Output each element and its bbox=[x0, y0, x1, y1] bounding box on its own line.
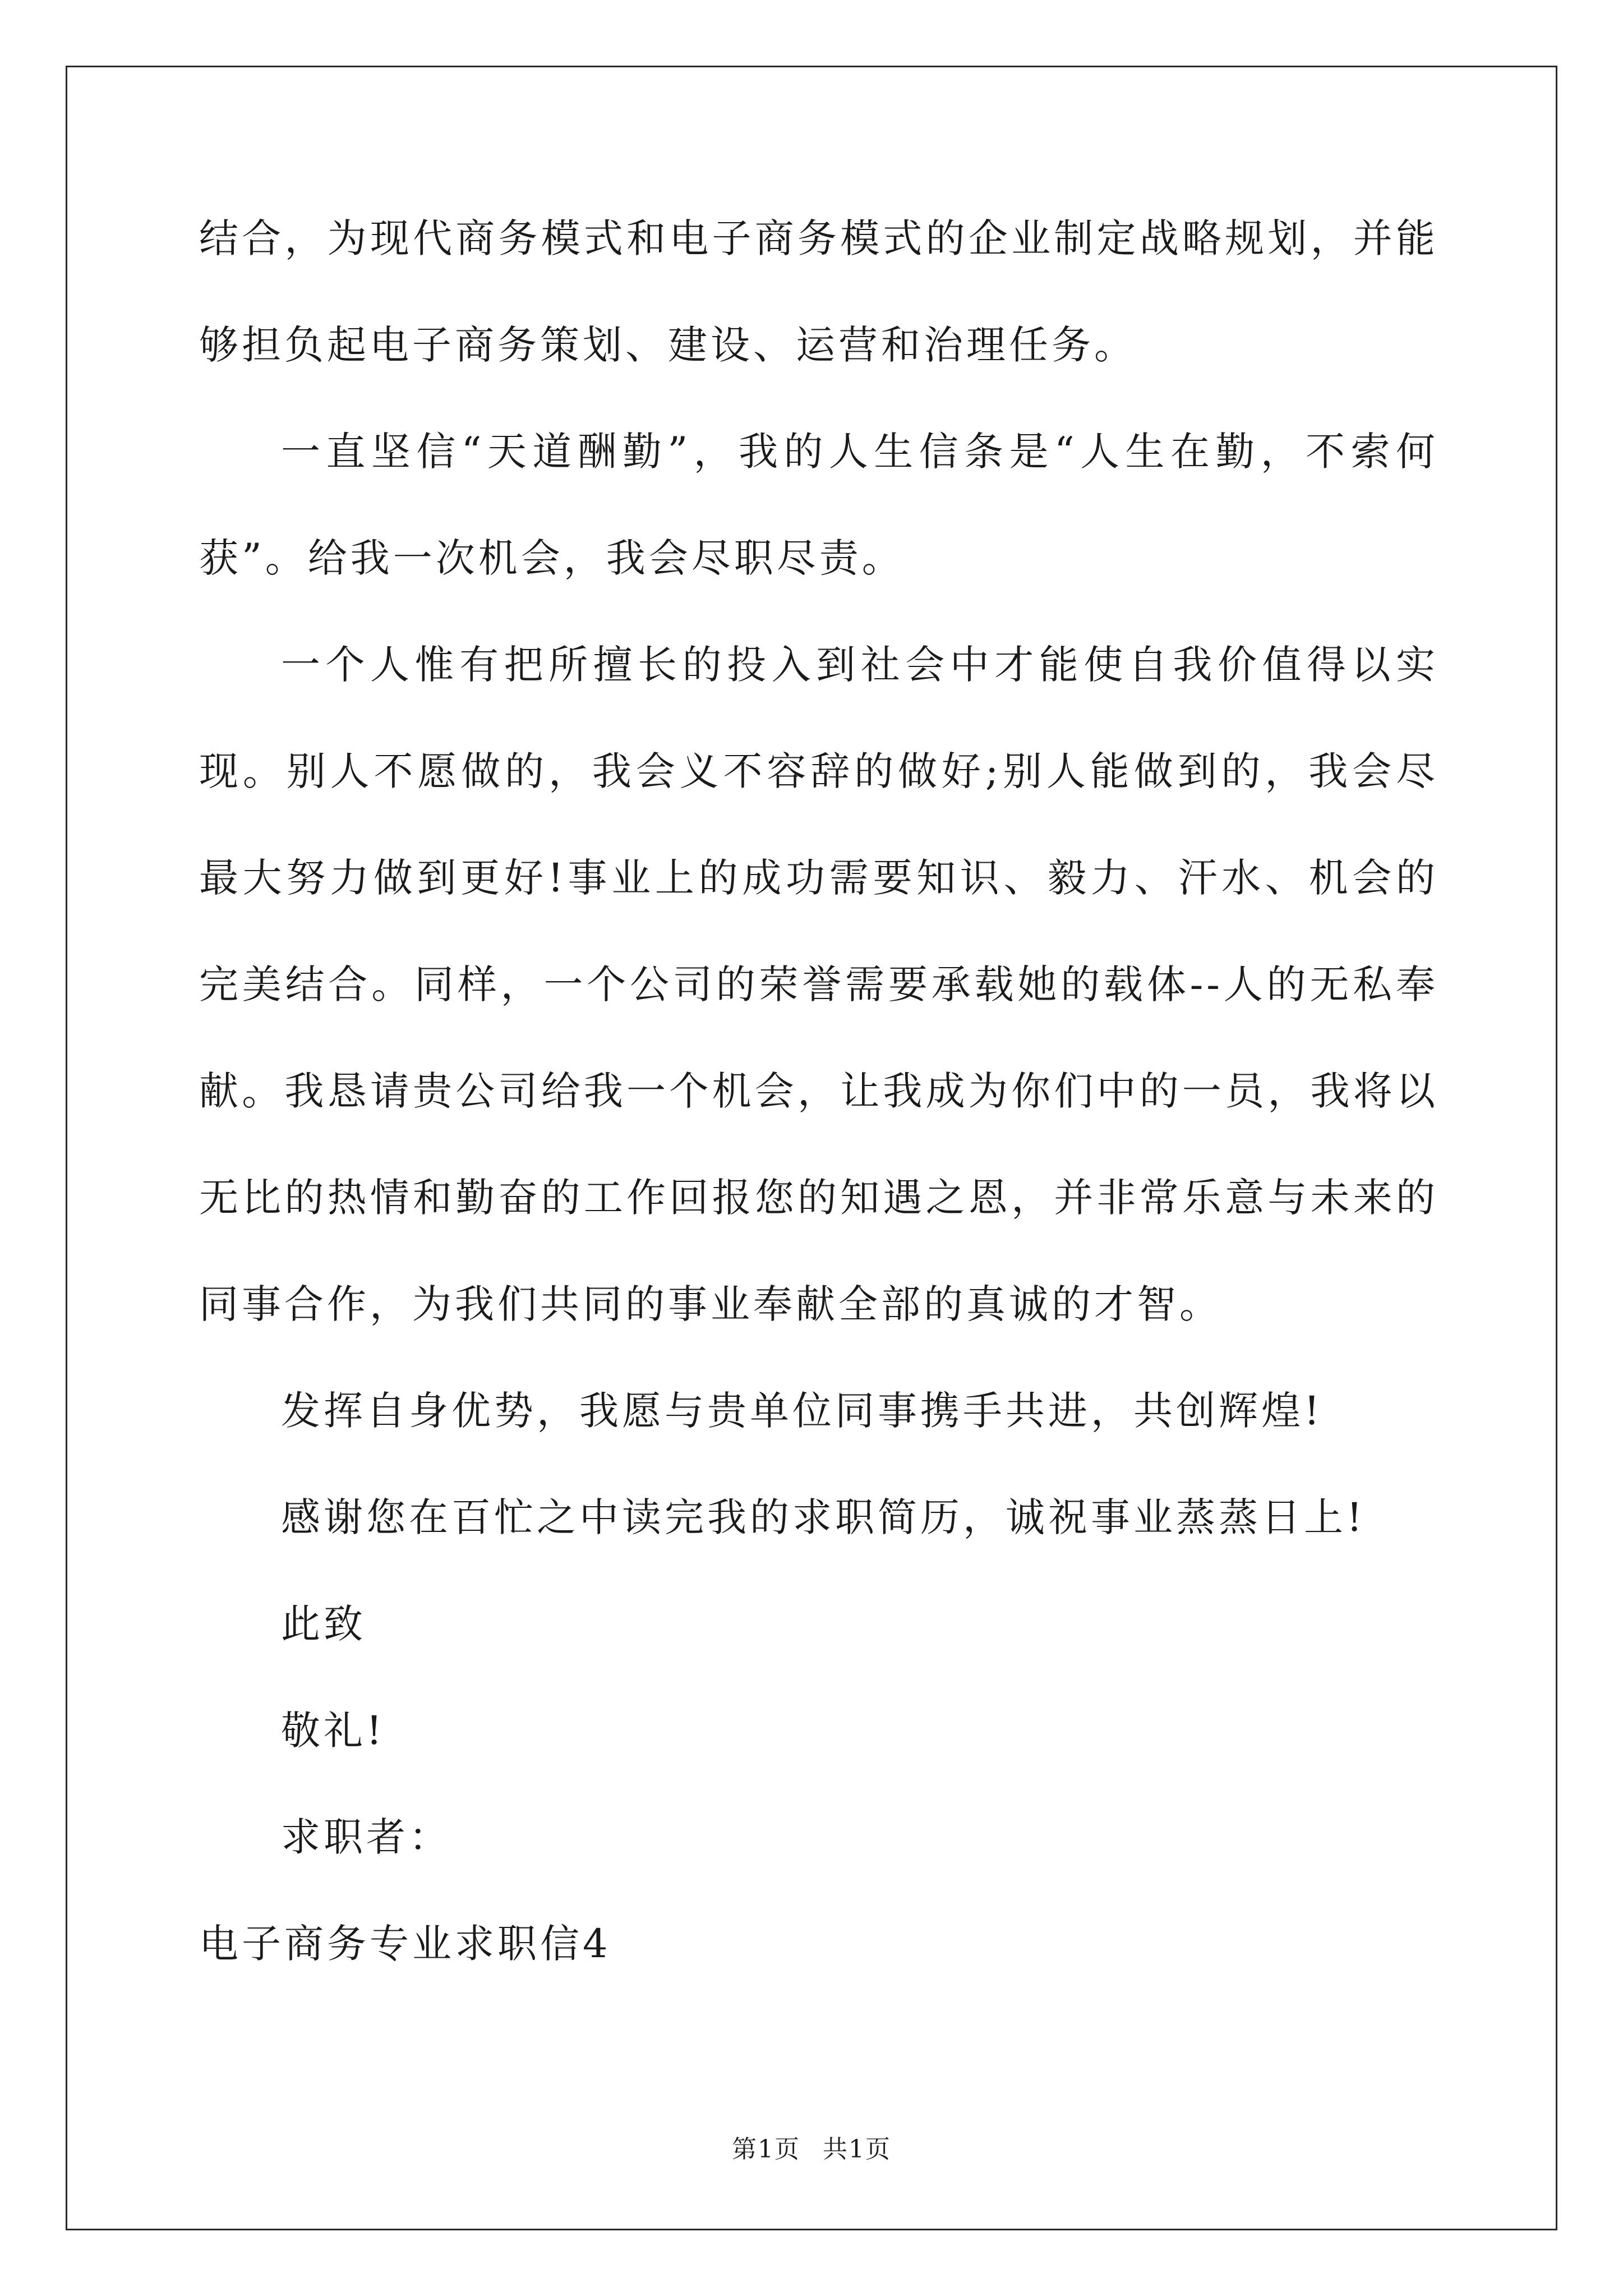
page-footer bbox=[0, 2129, 1623, 2165]
page-total: 共1页 bbox=[823, 2135, 891, 2164]
closing-salutation: 此致 bbox=[281, 1601, 366, 1647]
paragraph-2: 一直坚信“天道酬勤”，我的人生信条是“人生在勤，不索何获”。给我一次机会，我会尽职尽责。 bbox=[199, 429, 1438, 581]
page-number: 第1页 bbox=[732, 2135, 800, 2164]
paragraph-3: 一个人惟有把所擅长的投入到社会中才能使自我价值得以实现。别人不愿做的，我会义不容辞的做好;别人能做到的，我会尽最大努力做到更好!事业上的成功需要知识、毅力、汗水、机会的完美结合。同样，一个公司的荣誉需要承载她的载体--人的无私奉献。我恳请贵公司给我一个机会，让我成为你们中的一员，我将以无比的热情和勤奋的工作回报您的知遇之恩，并非常乐意与未来的同事合作，为我们共同的事业奉献全部的真诚的才智。 bbox=[199, 642, 1438, 1327]
section-heading: 电子商务专业求职信4 bbox=[199, 1921, 611, 1967]
document-body bbox=[199, 185, 1438, 1997]
closing-regards: 敬礼! bbox=[281, 1708, 386, 1754]
paragraph-5: 感谢您在百忙之中读完我的求职简历，诚祝事业蒸蒸日上! bbox=[281, 1494, 1366, 1540]
paragraph-4: 发挥自身优势，我愿与贵单位同事携手共进，共创辉煌! bbox=[281, 1388, 1324, 1434]
signature-line: 求职者： bbox=[281, 1814, 451, 1860]
paragraph-1: 结合，为现代商务模式和电子商务模式的企业制定战略规划，并能够担负起电子商务策划、建设、运营和治理任务。 bbox=[199, 215, 1438, 368]
